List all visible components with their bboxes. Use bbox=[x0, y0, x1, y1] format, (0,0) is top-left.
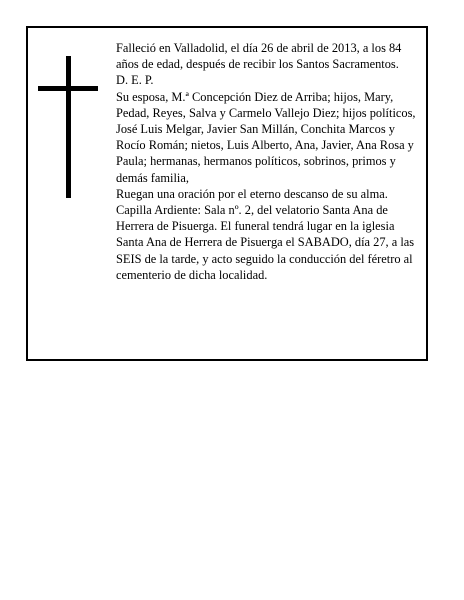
obituary-notice-box bbox=[26, 26, 428, 361]
cross-vertical-bar bbox=[66, 56, 71, 198]
obituary-text bbox=[116, 40, 422, 283]
rest-in-peace-line: D. E. P. bbox=[116, 73, 154, 88]
prayer-request: Ruegan una oración por el eterno descanso de su alma. bbox=[116, 186, 388, 201]
latin-cross-icon bbox=[38, 56, 98, 198]
family-list: Su esposa, M.ª Concepción Diez de Arriba; hijos, Mary, Pedad, Reyes, Salva y Carmelo Vallejo Diez; hijos políticos, José Luis Melgar, Javier San Millán, Conchita Marcos y Rocío Román; nietos, Luis Alberto, Ana, Javier, Ana Rosa y Paula; hermanas, hermanos políticos, sobrinos, primos y demás familia, bbox=[116, 89, 416, 185]
cross-horizontal-bar bbox=[38, 86, 98, 91]
funeral-details: Capilla Ardiente: Sala nº. 2, del velatorio Santa Ana de Herrera de Pisuerga. El funeral tendrá lugar en la iglesia Santa Ana de Herrera de Pisuerga el SABADO, día 27, a las SEIS de la tarde, y acto seguido la conducción del féretro al cementerio de dicha localidad. bbox=[116, 203, 415, 282]
death-announcement: Falleció en Valladolid, el día 26 de abril de 2013, a los 84 años de edad, después de recibir los Santos Sacramentos. bbox=[116, 41, 402, 72]
